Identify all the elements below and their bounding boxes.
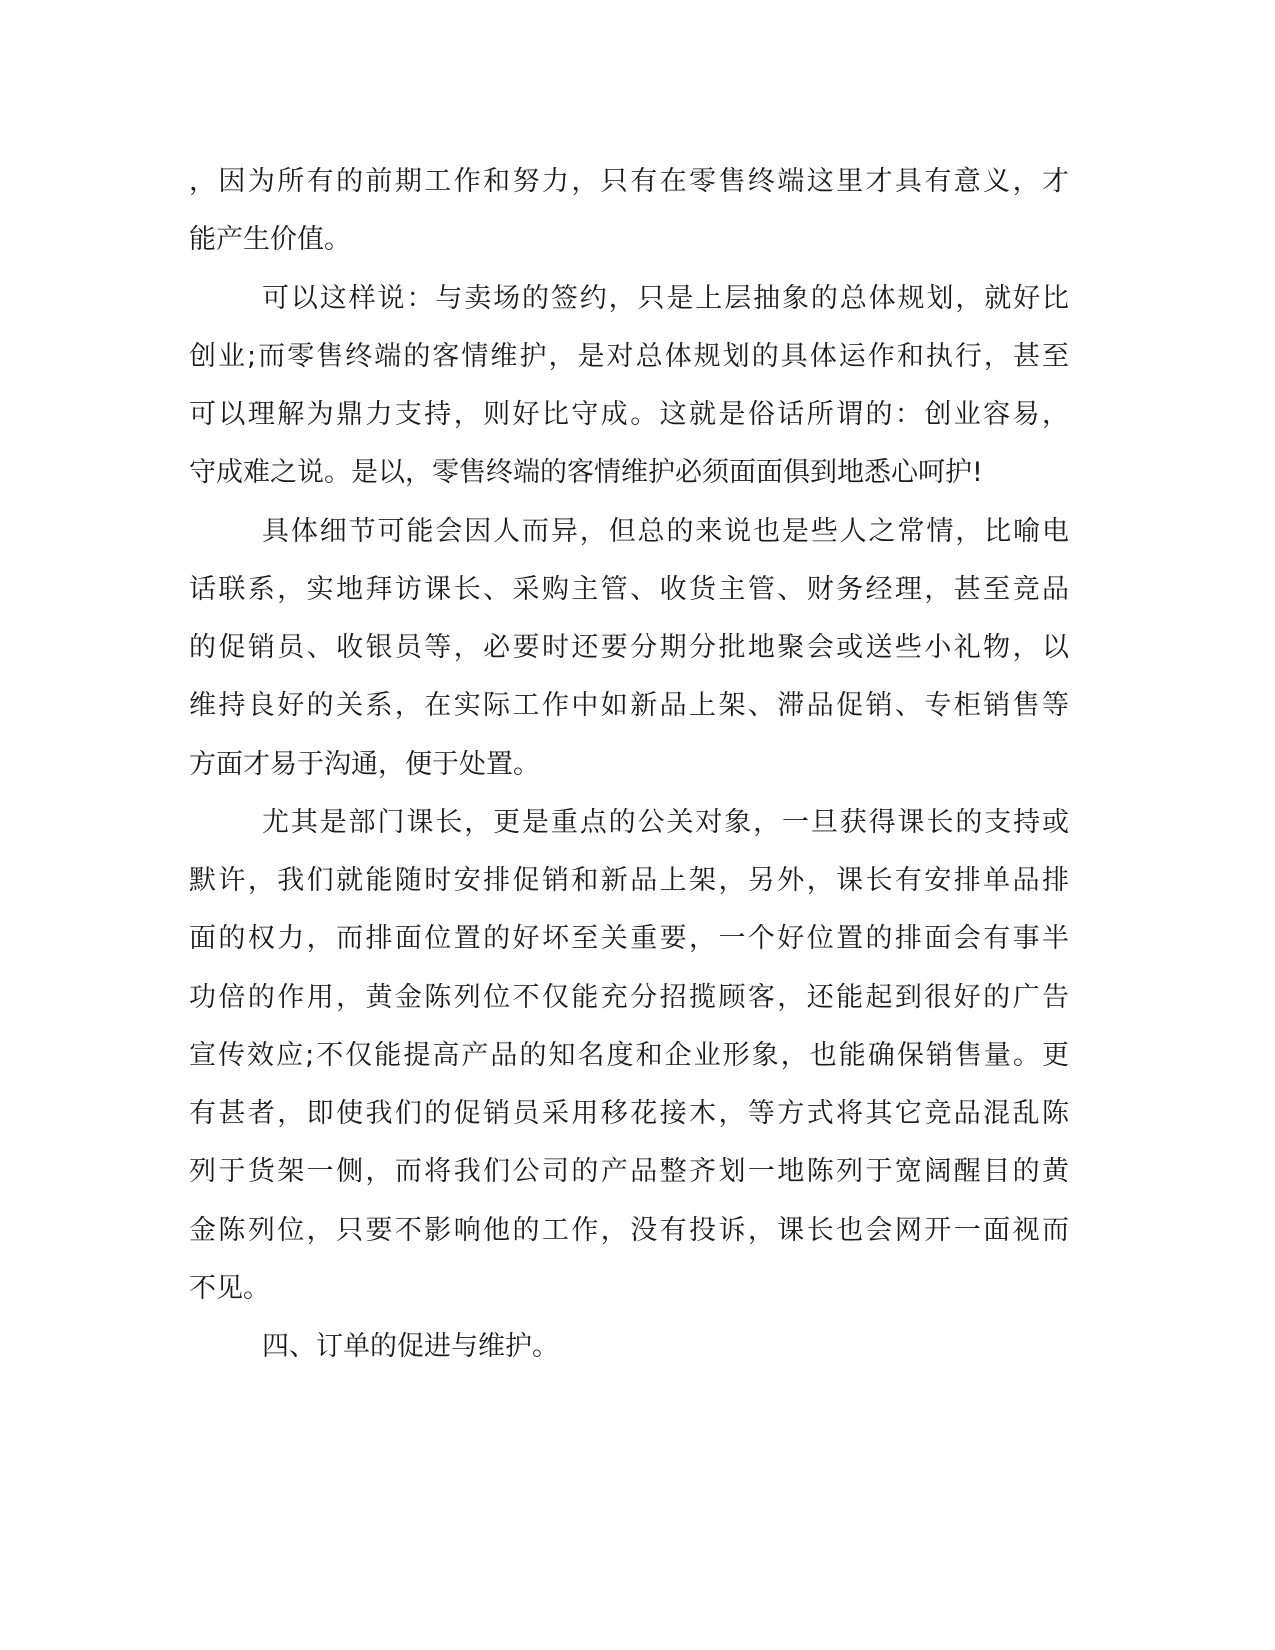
text-line: 不见。 — [189, 1273, 270, 1304]
text-line: 默许，我们就能随时安排促销和新品上架，另外，课长有安排单品排 — [189, 865, 1069, 896]
text-line: 话联系，实地拜访课长、采购主管、收货主管、财务经理，甚至竞品 — [189, 574, 1069, 605]
text-line: 金陈列位，只要不影响他的工作，没有投诉，课长也会网开一面视而 — [189, 1215, 1069, 1246]
text-line: 能产生价值。 — [189, 224, 351, 255]
paragraph-first-line: 具体细节可能会因人而异，但总的来说也是些人之常情，比喻电 — [262, 516, 1069, 547]
text-line: 列于货架一侧，而将我们公司的产品整齐划一地陈列于宽阔醒目的黄 — [189, 1156, 1069, 1187]
text-line: 的促销员、收银员等，必要时还要分期分批地聚会或送些小礼物，以 — [189, 632, 1069, 663]
text-line: 可以理解为鼎力支持，则好比守成。这就是俗话所谓的：创业容易， — [189, 399, 1069, 430]
text-line: 守成难之说。是以，零售终端的客情维护必须面面俱到地悉心呵护! — [189, 457, 983, 488]
section-heading: 四、订单的促进与维护。 — [262, 1331, 559, 1362]
paragraph-first-line: 尤其是部门课长，更是重点的公关对象，一旦获得课长的支持或 — [262, 807, 1069, 838]
text-line: 有甚者，即使我们的促销员采用移花接木，等方式将其它竞品混乱陈 — [189, 1098, 1069, 1129]
text-line: 维持良好的关系，在实际工作中如新品上架、滞品促销、专柜销售等 — [189, 690, 1069, 721]
text-line: ，因为所有的前期工作和努力，只有在零售终端这里才具有意义，才 — [189, 166, 1069, 197]
text-line: 创业;而零售终端的客情维护，是对总体规划的具体运作和执行，甚至 — [189, 341, 1069, 372]
paragraph-first-line: 可以这样说：与卖场的签约，只是上层抽象的总体规划，就好比 — [262, 283, 1069, 314]
text-line: 宣传效应;不仅能提高产品的知名度和企业形象，也能确保销售量。更 — [189, 1040, 1069, 1071]
text-line: 功倍的作用，黄金陈列位不仅能充分招揽顾客，还能起到很好的广告 — [189, 982, 1069, 1013]
text-line: 面的权力，而排面位置的好坏至关重要，一个好位置的排面会有事半 — [189, 923, 1069, 954]
text-line: 方面才易于沟通，便于处置。 — [189, 749, 540, 780]
